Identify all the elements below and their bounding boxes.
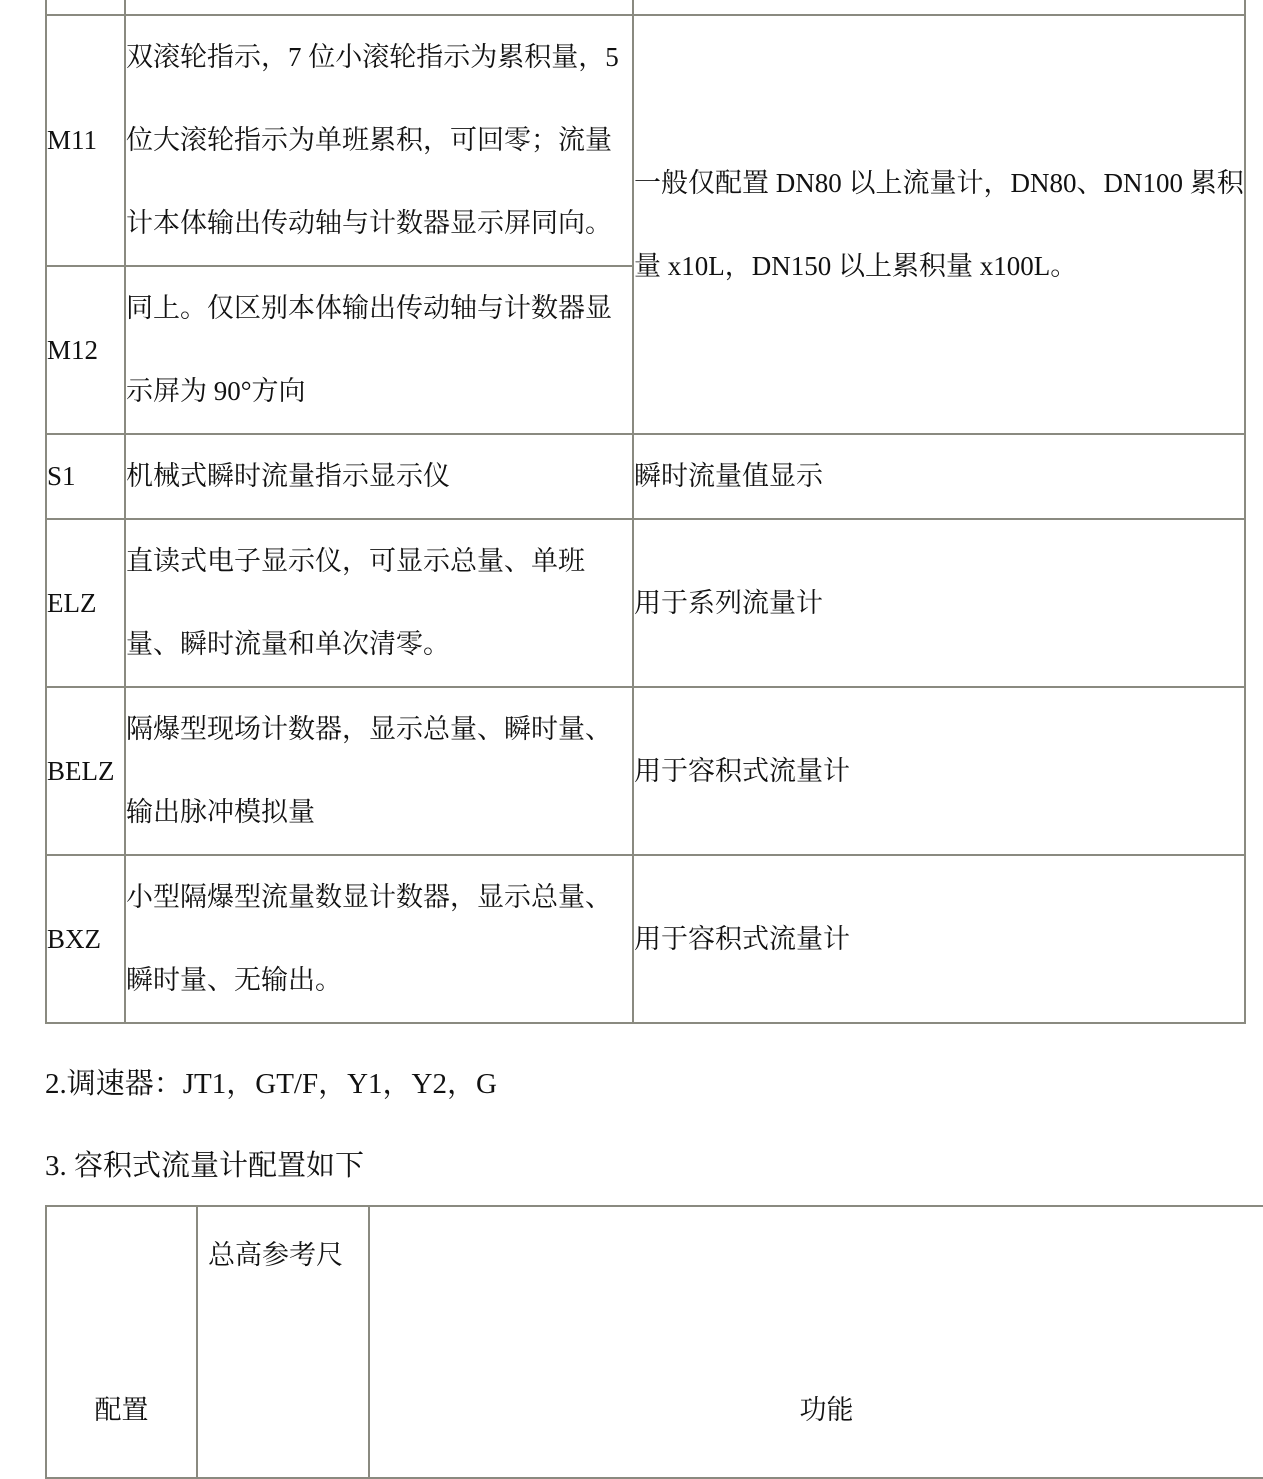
header-config: 配置 (46, 1206, 197, 1478)
indicator-spec-table (45, 0, 1246, 1024)
code-cell: S1 (46, 434, 125, 519)
function-cell (633, 0, 1245, 15)
section-3-heading: 3. 容积式流量计配置如下 (45, 1150, 365, 1182)
code-cell (46, 0, 125, 15)
description-cell: 隔爆型现场计数器，显示总量、瞬时量、输出脉冲模拟量 (125, 687, 633, 855)
function-cell: 瞬时流量值显示 (633, 434, 1245, 519)
code-cell: BELZ (46, 687, 125, 855)
table-row (46, 0, 1245, 15)
function-cell: 一般仅配置 DN80 以上流量计，DN80、DN100 累积量 x10L，DN150 以上累积量 x100L。 (633, 15, 1245, 434)
code-cell: ELZ (46, 519, 125, 687)
function-cell: 用于容积式流量计 (633, 855, 1245, 1023)
table-row (46, 855, 1245, 1023)
description-cell: 同上。仅区别本体输出传动轴与计数器显示屏为 90°方向 (125, 266, 633, 434)
description-cell (125, 0, 633, 15)
code-cell: BXZ (46, 855, 125, 1023)
section-2-heading: 2.调速器：JT1，GT/F，Y1，Y2，G (45, 1068, 497, 1100)
table-row (46, 687, 1245, 855)
config-table (45, 1205, 1263, 1479)
function-cell: 用于容积式流量计 (633, 687, 1245, 855)
table-row (46, 434, 1245, 519)
description-cell: 双滚轮指示，7 位小滚轮指示为累积量，5 位大滚轮指示为单班累积，可回零；流量计本体输出传动轴与计数器显示屏同向。 (125, 15, 633, 266)
description-cell: 小型隔爆型流量数显计数器，显示总量、瞬时量、无输出。 (125, 855, 633, 1023)
header-height-ref: 总高参考尺 (197, 1206, 369, 1478)
description-cell: 直读式电子显示仪，可显示总量、单班量、瞬时流量和单次清零。 (125, 519, 633, 687)
code-cell: M12 (46, 266, 125, 434)
table-row (46, 15, 1245, 266)
description-cell: 机械式瞬时流量指示显示仪 (125, 434, 633, 519)
table-row (46, 519, 1245, 687)
header-function: 功能 (369, 1206, 1263, 1478)
table-header-row (46, 1206, 1263, 1478)
function-cell: 用于系列流量计 (633, 519, 1245, 687)
code-cell: M11 (46, 15, 125, 266)
